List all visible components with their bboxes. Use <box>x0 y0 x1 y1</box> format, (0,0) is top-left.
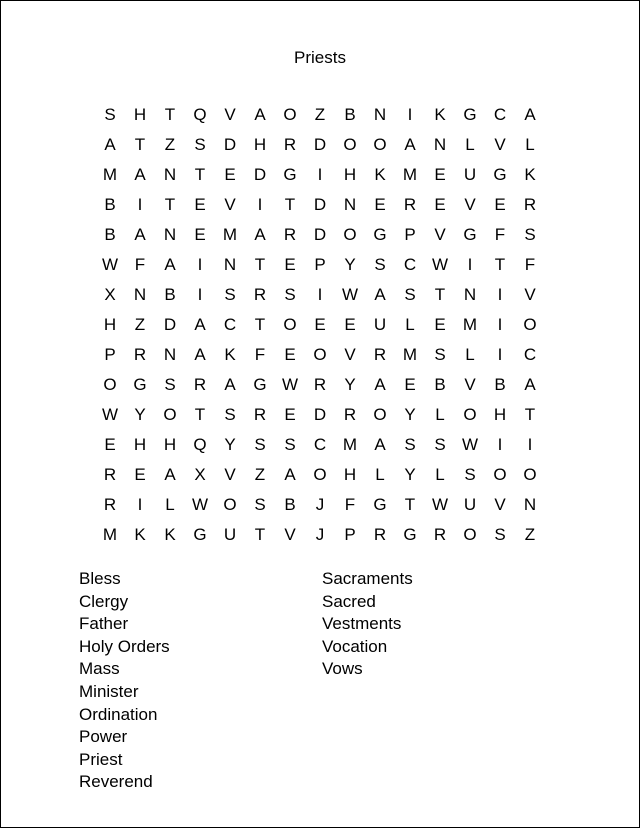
grid-letter: T <box>494 254 506 274</box>
word-list-item: Holy Orders <box>79 636 170 656</box>
grid-letter: W <box>101 254 119 274</box>
grid-letter: A <box>164 464 176 484</box>
grid-letter: I <box>197 254 203 274</box>
grid-letter: M <box>402 344 418 364</box>
grid-letter: N <box>523 494 537 514</box>
word-list-item: Priest <box>79 749 123 769</box>
grid-letter: T <box>194 164 206 184</box>
grid-letter: K <box>164 524 176 544</box>
grid-letter: S <box>434 344 446 364</box>
grid-letter: G <box>463 224 477 244</box>
grid-letter: M <box>222 224 238 244</box>
grid-letter: E <box>284 344 296 364</box>
grid-letter: I <box>317 284 323 304</box>
grid-letter: I <box>407 104 413 124</box>
word-list-item: Minister <box>79 681 139 701</box>
grid-letter: I <box>497 344 503 364</box>
grid-letter: X <box>104 284 116 304</box>
grid-letter: E <box>374 194 386 214</box>
grid-letter: L <box>465 344 475 364</box>
puzzle-title: Priests <box>294 48 346 67</box>
grid-letter: U <box>463 164 477 184</box>
grid-letter: Y <box>224 434 236 454</box>
grid-letter: S <box>464 464 476 484</box>
grid-letter: V <box>464 194 476 214</box>
grid-letter: O <box>103 374 117 394</box>
grid-letter: J <box>315 494 325 514</box>
word-list-item: Reverend <box>79 772 153 792</box>
grid-letter: J <box>315 524 325 544</box>
grid-letter: F <box>344 494 356 514</box>
grid-letter: O <box>313 464 327 484</box>
grid-letter: C <box>523 344 537 364</box>
grid-letter: R <box>343 404 357 424</box>
grid-letter: E <box>224 164 236 184</box>
grid-letter: T <box>164 104 176 124</box>
grid-letter: K <box>434 104 446 124</box>
grid-letter: A <box>524 374 536 394</box>
grid-letter: H <box>493 404 507 424</box>
grid-letter: S <box>194 134 206 154</box>
grid-letter: O <box>493 464 507 484</box>
grid-letter: Y <box>344 254 356 274</box>
grid-letter: H <box>253 134 267 154</box>
grid-letter: A <box>404 134 416 154</box>
grid-letter: R <box>133 344 147 364</box>
grid-letter: V <box>224 464 236 484</box>
grid-letter: O <box>373 134 387 154</box>
grid-letter: A <box>194 314 206 334</box>
grid-letter: V <box>494 494 506 514</box>
grid-letter: O <box>373 404 387 424</box>
grid-letter: V <box>524 284 536 304</box>
word-list-item: Clergy <box>79 591 129 611</box>
grid-letter: G <box>253 374 267 394</box>
grid-letter: W <box>191 494 209 514</box>
grid-letter: N <box>163 344 177 364</box>
grid-letter: O <box>523 464 537 484</box>
grid-letter: G <box>493 164 507 184</box>
grid-letter: E <box>284 404 296 424</box>
grid-letter: Q <box>193 104 207 124</box>
word-list-item: Sacraments <box>322 569 413 588</box>
grid-letter: Y <box>134 404 146 424</box>
grid-letter: V <box>434 224 446 244</box>
grid-letter: A <box>104 134 116 154</box>
grid-letter: P <box>344 524 356 544</box>
grid-letter: A <box>374 284 386 304</box>
grid-letter: K <box>374 164 386 184</box>
grid-letter: P <box>314 254 326 274</box>
grid-letter: I <box>137 194 143 214</box>
grid-letter: S <box>254 494 266 514</box>
grid-letter: H <box>163 434 177 454</box>
grid-letter: D <box>313 134 327 154</box>
grid-letter: A <box>254 224 266 244</box>
grid-letter: S <box>494 524 506 544</box>
grid-letter: C <box>403 254 417 274</box>
grid-letter: I <box>497 284 503 304</box>
grid-letter: G <box>373 494 387 514</box>
grid-letter: G <box>463 104 477 124</box>
grid-letter: S <box>404 434 416 454</box>
grid-letter: F <box>494 224 506 244</box>
grid-letter: Y <box>344 374 356 394</box>
grid-letter: Q <box>193 434 207 454</box>
grid-letter: V <box>494 134 506 154</box>
grid-letter: R <box>103 494 117 514</box>
grid-letter: W <box>281 374 299 394</box>
grid-letter: Z <box>254 464 266 484</box>
grid-letter: D <box>223 134 237 154</box>
grid-letter: T <box>194 404 206 424</box>
grid-letter: T <box>434 284 446 304</box>
grid-letter: V <box>224 104 236 124</box>
grid-letter: M <box>102 164 118 184</box>
grid-letter: K <box>134 524 146 544</box>
grid-letter: S <box>284 284 296 304</box>
grid-letter: M <box>402 164 418 184</box>
grid-letter: D <box>313 404 327 424</box>
grid-letter: Z <box>314 104 326 124</box>
grid-letter: D <box>313 194 327 214</box>
grid-letter: G <box>193 524 207 544</box>
grid-letter: A <box>134 164 146 184</box>
letter-grid <box>95 99 545 549</box>
grid-letter: H <box>343 464 357 484</box>
grid-letter: O <box>283 314 297 334</box>
grid-letter: N <box>433 134 447 154</box>
grid-letter: D <box>253 164 267 184</box>
grid-letter: M <box>102 524 118 544</box>
word-list-item: Mass <box>79 659 120 679</box>
grid-letter: H <box>103 314 117 334</box>
grid-letter: F <box>134 254 146 274</box>
grid-letter: R <box>433 524 447 544</box>
grid-letter: T <box>164 194 176 214</box>
word-list-item: Vows <box>322 659 363 679</box>
grid-letter: L <box>435 404 445 424</box>
grid-letter: O <box>163 404 177 424</box>
grid-letter: R <box>373 524 387 544</box>
grid-letter: H <box>343 164 357 184</box>
grid-letter: O <box>523 314 537 334</box>
grid-letter: B <box>164 284 176 304</box>
grid-letter: M <box>462 314 478 334</box>
word-list-item: Power <box>79 727 128 747</box>
grid-letter: W <box>431 494 449 514</box>
grid-letter: E <box>344 314 356 334</box>
grid-letter: B <box>434 374 446 394</box>
grid-letter: E <box>194 224 206 244</box>
grid-letter: A <box>374 434 386 454</box>
grid-letter: Y <box>404 404 416 424</box>
grid-letter: R <box>193 374 207 394</box>
grid-letter: F <box>524 254 536 274</box>
grid-letter: S <box>374 254 386 274</box>
word-list-item: Vocation <box>322 636 388 656</box>
grid-letter: S <box>224 284 236 304</box>
grid-letter: Z <box>164 134 176 154</box>
grid-letter: R <box>103 464 117 484</box>
grid-letter: G <box>283 164 297 184</box>
grid-letter: T <box>254 314 266 334</box>
grid-letter: V <box>464 374 476 394</box>
grid-letter: R <box>253 284 267 304</box>
grid-letter: A <box>194 344 206 364</box>
grid-letter: T <box>524 404 536 424</box>
grid-letter: V <box>284 524 296 544</box>
grid-letter: C <box>223 314 237 334</box>
grid-letter: S <box>404 284 416 304</box>
grid-letter: L <box>525 134 535 154</box>
grid-letter: E <box>404 374 416 394</box>
grid-letter: L <box>435 464 445 484</box>
grid-letter: I <box>497 434 503 454</box>
grid-letter: S <box>284 434 296 454</box>
grid-letter: M <box>342 434 358 454</box>
grid-letter: I <box>257 194 263 214</box>
grid-letter: Y <box>404 464 416 484</box>
grid-letter: P <box>104 344 116 364</box>
grid-letter: S <box>524 224 536 244</box>
grid-letter: R <box>373 344 387 364</box>
grid-letter: R <box>283 224 297 244</box>
grid-letter: R <box>253 404 267 424</box>
grid-letter: O <box>283 104 297 124</box>
grid-letter: E <box>134 464 146 484</box>
grid-letter: E <box>434 314 446 334</box>
grid-letter: W <box>461 434 479 454</box>
grid-letter: I <box>137 494 143 514</box>
grid-letter: R <box>403 194 417 214</box>
grid-letter: R <box>283 134 297 154</box>
grid-letter: O <box>463 404 477 424</box>
grid-letter: L <box>165 494 175 514</box>
grid-letter: E <box>494 194 506 214</box>
grid-letter: Z <box>134 314 146 334</box>
grid-letter: K <box>524 164 536 184</box>
grid-letter: L <box>375 464 385 484</box>
grid-letter: E <box>104 434 116 454</box>
grid-letter: V <box>344 344 356 364</box>
grid-letter: T <box>404 494 416 514</box>
grid-letter: O <box>223 494 237 514</box>
word-list-column-2 <box>322 568 413 681</box>
grid-letter: W <box>101 404 119 424</box>
grid-letter: W <box>431 254 449 274</box>
word-list-column-1 <box>79 568 170 794</box>
grid-letter: P <box>404 224 416 244</box>
grid-letter: B <box>284 494 296 514</box>
grid-letter: S <box>164 374 176 394</box>
grid-letter: X <box>194 464 206 484</box>
word-list-item: Vestments <box>322 614 402 634</box>
grid-letter: S <box>434 434 446 454</box>
grid-letter: D <box>163 314 177 334</box>
grid-letter: A <box>284 464 296 484</box>
grid-letter: U <box>373 314 387 334</box>
grid-letter: S <box>254 434 266 454</box>
grid-letter: U <box>463 494 477 514</box>
grid-letter: A <box>164 254 176 274</box>
grid-letter: O <box>343 224 357 244</box>
grid-letter: R <box>523 194 537 214</box>
word-list-item: Sacred <box>322 591 376 611</box>
grid-letter: O <box>463 524 477 544</box>
grid-letter: Z <box>524 524 536 544</box>
grid-letter: A <box>254 104 266 124</box>
grid-letter: V <box>224 194 236 214</box>
grid-letter: E <box>434 164 446 184</box>
grid-letter: H <box>133 434 147 454</box>
grid-letter: G <box>133 374 147 394</box>
grid-letter: S <box>104 104 116 124</box>
grid-letter: E <box>194 194 206 214</box>
grid-letter: E <box>434 194 446 214</box>
grid-letter: N <box>373 104 387 124</box>
grid-letter: W <box>341 284 359 304</box>
grid-letter: N <box>463 284 477 304</box>
grid-letter: A <box>134 224 146 244</box>
grid-letter: C <box>313 434 327 454</box>
grid-letter: B <box>104 224 116 244</box>
grid-letter: L <box>405 314 415 334</box>
word-list-item: Father <box>79 614 129 634</box>
grid-letter: A <box>224 374 236 394</box>
grid-letter: K <box>224 344 236 364</box>
grid-letter: N <box>133 284 147 304</box>
grid-letter: G <box>373 224 387 244</box>
word-list-item: Bless <box>79 569 121 588</box>
grid-letter: S <box>224 404 236 424</box>
grid-letter: O <box>343 134 357 154</box>
grid-letter: R <box>313 374 327 394</box>
grid-letter: U <box>223 524 237 544</box>
grid-letter: T <box>134 134 146 154</box>
grid-letter: N <box>223 254 237 274</box>
grid-letter: N <box>343 194 357 214</box>
grid-letter: H <box>133 104 147 124</box>
grid-letter: E <box>284 254 296 274</box>
grid-letter: T <box>254 524 266 544</box>
grid-letter: N <box>163 224 177 244</box>
grid-letter: B <box>104 194 116 214</box>
grid-letter: E <box>314 314 326 334</box>
grid-letter: T <box>254 254 266 274</box>
grid-letter: I <box>467 254 473 274</box>
grid-letter: G <box>403 524 417 544</box>
grid-letter: I <box>527 434 533 454</box>
grid-letter: T <box>284 194 296 214</box>
grid-letter: I <box>197 284 203 304</box>
grid-letter: F <box>254 344 266 364</box>
grid-letter: B <box>494 374 506 394</box>
grid-letter: A <box>524 104 536 124</box>
grid-letter: B <box>344 104 356 124</box>
grid-letter: N <box>163 164 177 184</box>
word-list-item: Ordination <box>79 704 158 724</box>
grid-letter: I <box>497 314 503 334</box>
grid-letter: D <box>313 224 327 244</box>
grid-letter: I <box>317 164 323 184</box>
grid-letter: A <box>374 374 386 394</box>
grid-letter: O <box>313 344 327 364</box>
grid-letter: L <box>465 134 475 154</box>
grid-letter: C <box>493 104 507 124</box>
